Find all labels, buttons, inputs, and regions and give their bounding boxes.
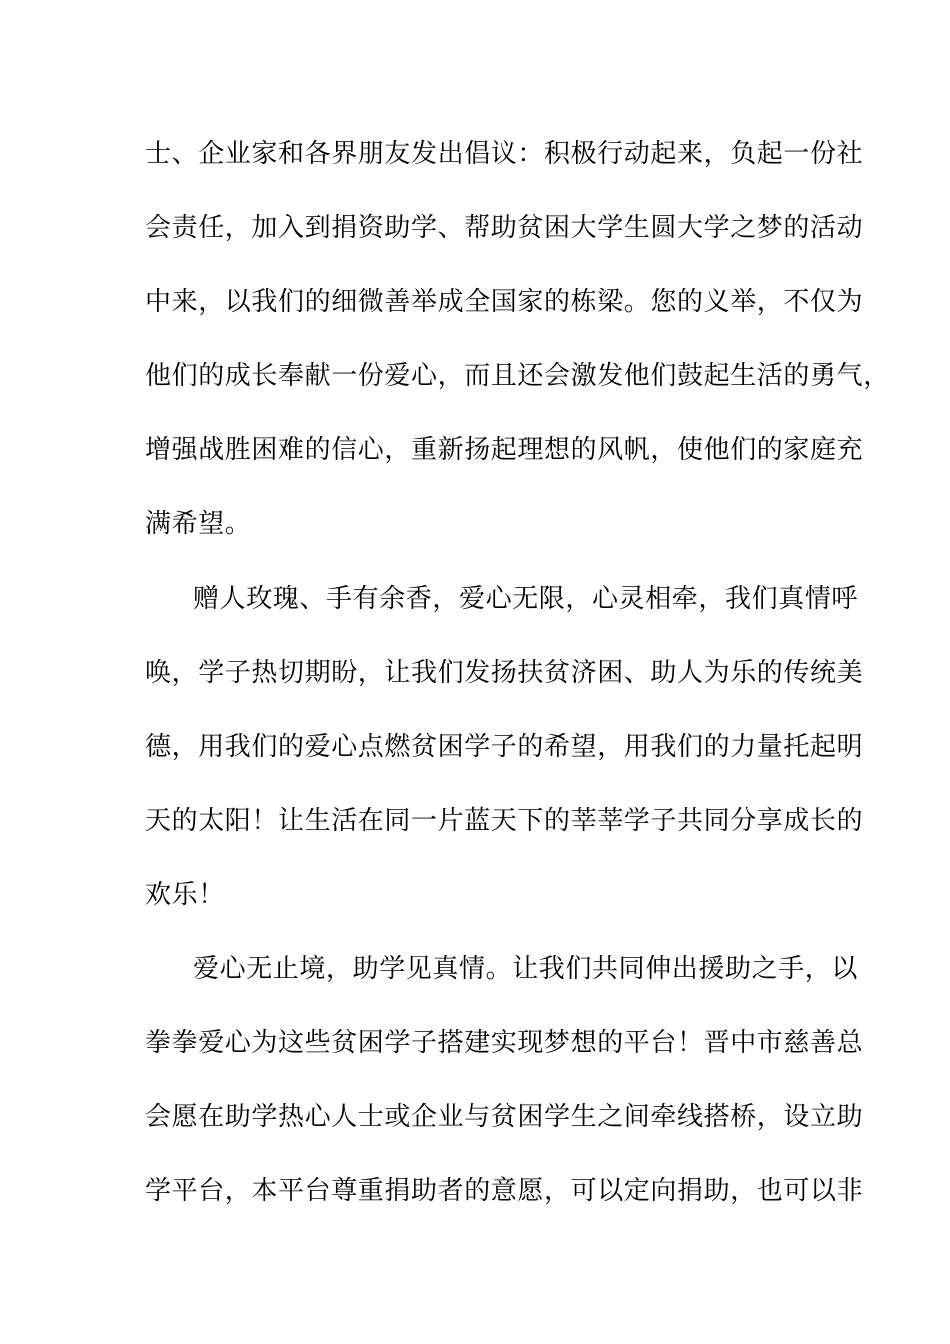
text-line: 增强战胜困难的信心，重新扬起理想的风帆，使他们的家庭充 bbox=[145, 435, 864, 466]
text-line: 他们的成长奉献一份爱心，而且还会激发他们鼓起生活的勇气， bbox=[145, 361, 890, 392]
text-line: 满希望。 bbox=[145, 509, 252, 540]
text-line: 会愿在助学热心人士或企业与贫困学生之间牵线搭桥，设立助 bbox=[145, 1102, 864, 1133]
paragraph-start-line: 爱心无止境，助学见真情。让我们共同伸出援助之手，以 bbox=[193, 954, 859, 985]
text-line: 中来，以我们的细微善举成全国家的栋梁。您的义举，不仅为 bbox=[145, 287, 864, 318]
text-line: 德，用我们的爱心点燃贫困学子的希望，用我们的力量托起明 bbox=[145, 731, 864, 762]
text-line: 天的太阳！让生活在同一片蓝天下的莘莘学子共同分享成长的 bbox=[145, 805, 864, 836]
text-line: 欢乐！ bbox=[145, 879, 225, 910]
text-line: 士、企业家和各界朋友发出倡议：积极行动起来，负起一份社 bbox=[145, 139, 864, 169]
paragraph-start-line: 赠人玫瑰、手有余香，爱心无限，心灵相牵，我们真情呼 bbox=[193, 583, 859, 614]
text-line: 唤，学子热切期盼，让我们发扬扶贫济困、助人为乐的传统美 bbox=[145, 657, 864, 688]
document-body bbox=[145, 128, 890, 1239]
text-line: 拳拳爱心为这些贫困学子搭建实现梦想的平台！晋中市慈善总 bbox=[145, 1028, 864, 1059]
text-line: 学平台，本平台尊重捐助者的意愿，可以定向捐助，也可以非 bbox=[145, 1176, 864, 1207]
text-line: 会责任，加入到捐资助学、帮助贫困大学生圆大学之梦的活动 bbox=[145, 213, 864, 244]
